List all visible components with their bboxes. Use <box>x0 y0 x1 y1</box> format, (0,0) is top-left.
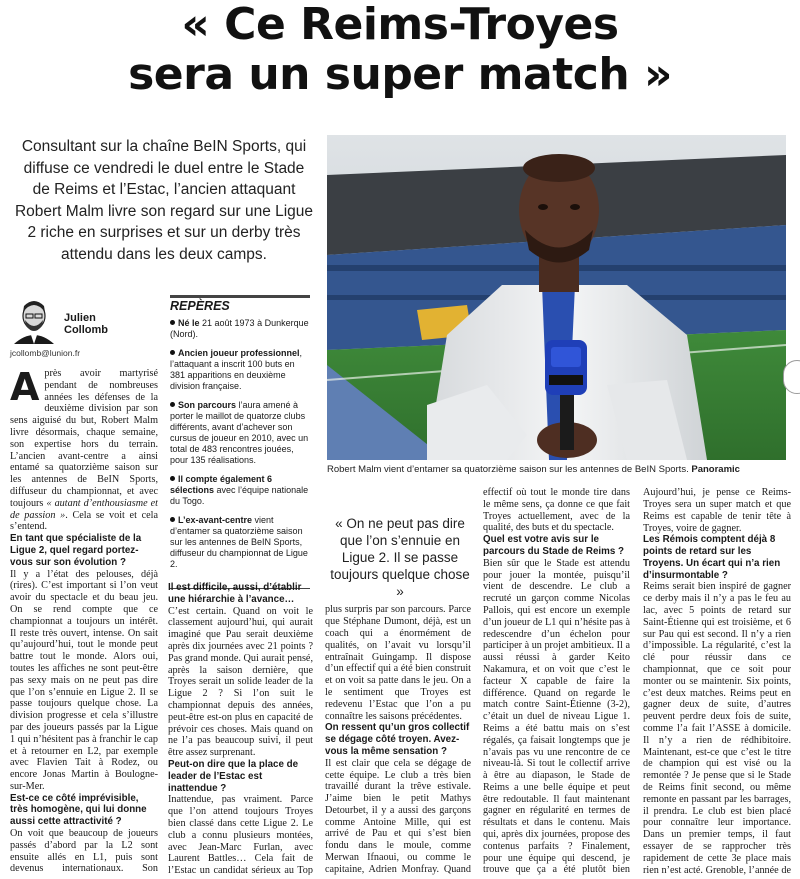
question: On ressent qu’un gros collectif se dégage côté troyen. Avez-vous la même sensation ? <box>325 722 470 757</box>
reperes-item: Son parcours l’aura amené à porter le maillot de quatorze clubs différents, avant d’achever son cursus de joueur en 2010, avec un total de 483 rencontres jouées, pour 135 réalisations. <box>170 400 309 465</box>
photo-credit: Panoramic <box>691 464 740 475</box>
answer: Bien sûr que le Stade est attendu pour jouer la montée, puisqu’il vient de descendre. Le club a recruté un garçon comme Nicolas Pallois, qui est encore un exemple d’un joueur de L1 qui n’hésite pas à redescendre d’un échelon pour participer à un projet ambitieux. Il a aussi réussi à garder Keito Nakamura, et on voit que c’est le facteur X capable de faire la différence. Quand on regarde le match contre Saint-Étienne (3-2), c’était un duel de niveau Ligue 1. Reims a été battu mais on s’est régalés, ça faisait longtemps que je n’avais pas vu une rencontre de ce niveau-là. Si tout le collectif arrive à être au diapason, le Stade de Reims a une belle équipe et peut être redoutable. Il faut maintenant gagner en régularité en termes de résultats et dans le contenu. Mais qui, après dix journées, propose des contenus parfaits ? Finalement, pour une équipe qui descend, je trouve que ça a été plutôt bien <box>483 557 630 875</box>
headline-line-2: sera un super match » <box>128 49 672 100</box>
headline <box>0 0 800 100</box>
author-last-name: Collomb <box>64 324 108 336</box>
author-name <box>64 312 108 336</box>
question: Quel est votre avis sur le parcours du Stade de Reims ? <box>483 534 625 557</box>
question: Est-ce ce côté imprévisible, très homogène, qui lui donne aussi cette attractivité ? <box>10 792 147 828</box>
answer-continued: plus surpris par son parcours. Parce que Stéphane Dumont, déjà, est un coach qui a énormément de qualités, on l’avait vu lorsqu’il entraînait Guingamp. Il dispose d’un effectif qui a été bien construit et on voit sa patte dans le jeu. On a le sentiment que Troyes est redevenu l’Estac que l’on a pu connaître les saisons précédentes. <box>325 604 471 722</box>
edge-circle-icon <box>783 360 800 394</box>
answer: On voit que beaucoup de joueurs passés d’abord par la L2 sont ensuite allés en L1, puis sont devenus internationaux. Son <box>10 828 158 874</box>
reperes-item: Né le 21 août 1973 à Dunkerque (Nord). <box>170 318 309 339</box>
article-column-1 <box>10 368 158 874</box>
article-column-2 <box>168 582 313 875</box>
question: En tant que spécialiste de la Ligue 2, quel regard portez-vous sur son évolution ? <box>10 533 142 568</box>
answer: C’est certain. Quand on voit le classement aujourd’hui, qui aurait imaginé que Pau serait deuxième après dix journées avec 21 points ? Pas grand monde. Qui aurait pensé, après la saison dernière, que Troyes serait un solide leader de la Ligue 2 ? Si l’on suit le championnat depuis des années, peut-être est-on plus en capacité de prévoir ces choses. Mais quand on ne l’a pas beaucoup suivi, il peut être assez surprenant. <box>168 605 313 759</box>
author-email: jcollomb@lunion.fr <box>10 348 81 358</box>
main-photo <box>327 135 786 460</box>
answer: Il est clair que cela se dégage de cette équipe. Le club a très bien travaillé durant la trêve estivale. J’aime bien le petit Mathys Detourbet, il y a aussi des garçons comme Antoine Mille, qui est arrivé de Pau et qui s’est bien fondu dans le moule, comme Merwan Ifnaoui, ou comme le capitaine, Adrien Monfray. Quand <box>325 757 471 875</box>
reperes-item: Ancien joueur professionnel, l’attaquant a inscrit 100 buts en 381 apparitions en deuxième division française. <box>170 348 303 391</box>
lead-paragraph: Consultant sur la chaîne BeIN Sports, qui diffuse ce vendredi le duel entre le Stade de Reims et l’Estac, l’ancien attaquant Robert Malm livre son regard sur une Ligue 2 riche en surprises et sur un derby très attendu dans les deux camps. <box>14 138 314 263</box>
author-photo <box>10 296 58 344</box>
bullet-icon <box>170 350 175 355</box>
reperes-title: REPÈRES <box>170 299 230 313</box>
headline-line-1: « Ce Reims-Troyes <box>181 0 619 50</box>
reperes-box <box>170 295 310 589</box>
caption-text: Robert Malm vient d’entamer sa quatorzième saison sur les antennes de BeIN Sports. <box>327 464 689 475</box>
bullet-icon <box>170 320 175 325</box>
bullet-icon <box>170 476 175 481</box>
reperes-item: Il compte également 6 sélections avec l’équipe nationale du Togo. <box>170 474 309 506</box>
answer: Reims serait bien inspiré de gagner ce derby mais il n’y a pas le feu au lac, avec 5 points de retard sur Saint-Étienne qui est troisième, et 6 sur Pau qui est second. Il n’y a rien d’impossible. La régularité, c’est la clé pour réussir dans ce championnat, que ce soit pour monter ou se maintenir. Six points, c’est deux matches. Reims peut en gagner deux de suite, d’autres peuvent perdre deux fois de suite, comme l’a fait l’ASSE à domicile. Il n’y a rien de rédhibitoire. Maintenant, est-ce que c’est le titre de champion qui est visé ou la remontée ? Je pense que si le Stade de Reims finit second, ou même remonte en passant par les barrages, il prendra. Le club est bien placé pour connaître leur importance. Dans un premier temps, il faut essayer de se rapprocher très rapidement de cette 3e place mais rien n’est acté. Grenoble, l’année de <box>643 581 791 875</box>
article-column-4 <box>483 487 630 875</box>
author-first-name: Julien <box>64 312 96 324</box>
article-column-5 <box>643 487 791 875</box>
article-intro: Après avoir martyrisé pendant de nombreuses années les défenses de la deuxième division par son sens aiguisé du but, Robert Malm livre désormais, chaque semaine, son expertise hors du terrain. L’ancien avant-centre a ainsi entamé sa quatorzième saison sur les antennes de BeIN Sports, diffuseur du championnat, et avec toujours « autant d’enthousiasme et de passion ». Cela se voit et cela s’entend. <box>10 368 158 533</box>
drop-cap: A <box>10 368 40 409</box>
answer-continued: Aujourd’hui, je pense ce Reims-Troyes sera un super match et que Reims est capable de tenir tête à Troyes, voire de gagner. <box>643 487 791 534</box>
author-block <box>10 296 160 356</box>
reperes-item: L’ex-avant-centre vient d’entamer sa quatorzième saison sur les antennes de BeIN Sports, diffuseur du championnat de Ligue 2. <box>170 515 308 569</box>
photo-caption <box>327 464 767 476</box>
pull-quote: « On ne peut pas dire que l’on s’ennuie en Ligue 2. Il se passe toujours quelque chose » <box>330 516 470 599</box>
question: Il est difficile, aussi, d’établir une hiérarchie à l’avance… <box>168 582 302 605</box>
bullet-icon <box>170 402 175 407</box>
article-column-3 <box>325 604 471 875</box>
question: Les Rémois comptent déjà 8 points de retard sur les Troyens. Un écart qui n’a rien d’insurmontable ? <box>643 534 781 581</box>
question: Peut-on dire que la place de leader de l’Estac est inattendue ? <box>168 758 299 794</box>
stadium-photo <box>327 135 786 460</box>
bullet-icon <box>170 517 175 522</box>
answer: Inattendue, pas vraiment. Parce que l’on attend toujours Troyes bien classé dans cette Ligue 2. Le club a connu plusieurs montées, avec Jean-Marc Furlan, avec Laurent Battles… Cela fait de l’Estac un candidat sérieux au Top <box>168 794 313 875</box>
answer-continued: effectif où tout le monde tire dans le même sens, ça donne ce que fait Troyes actuellement, avec de la qualité, des buts et du spectacle. <box>483 487 630 534</box>
answer: Il y a l’état des pelouses, déjà (rires). C’est important si l’on veut avoir du spectacle et du beau jeu. On se rend compte que ce championnat a toujours un intérêt. Il reste très ouvert, intense. On sait qu’aujourd’hui, tout le monde peut battre tout le monde. Alors oui, toutes les affiches ne sont peut-être pas sexy mais on ne peut pas dire que l’on s’ennuie en Ligue 2. Il se passe toujours quelque chose. La division progresse et cela s’illustre par des joueurs passés par la Ligue 1 qui n’hésitent pas à franchir le cap et à retourner en L2, par exemple avec Flavien Tait à Rodez, ou encore Jonas Martin à Boulogne-sur-Mer. <box>10 568 158 792</box>
